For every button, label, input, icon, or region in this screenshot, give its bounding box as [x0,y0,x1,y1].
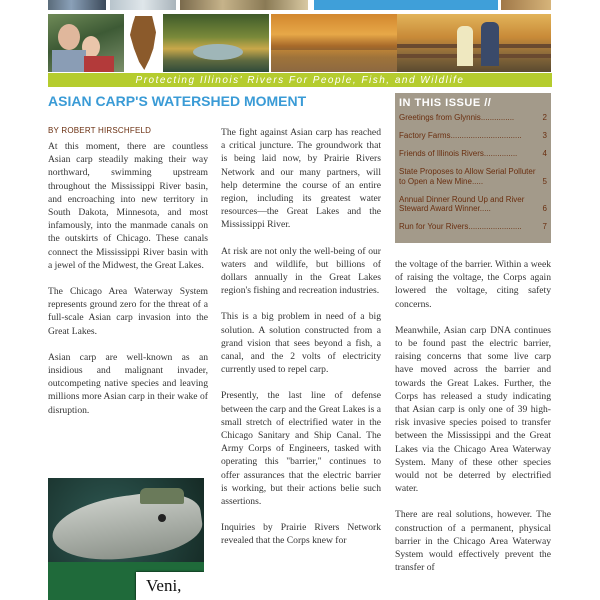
toc-item-greetings[interactable] [399,113,547,123]
article-headline: ASIAN CARP'S WATERSHED MOMENT [48,93,307,109]
toc-item-run-for-rivers[interactable] [399,222,547,232]
toc-leader: ................................ [450,131,522,140]
toc-leader: ..... [479,204,491,213]
toc-leader: ............... [480,113,515,122]
paragraph: At this moment, there are countless Asian carp steadily making their way northward, swimming upstream throughout the Mississippi River basin, and encroaching into new territory in South Dakota, Minnesota, and most infamously, into the manmade canals on the outskirts of Chicago. These canals connect the Mississippi River basin with a jewel of the Midwest, the Great Lakes. [48,141,208,271]
toc-title: Factory Farms [399,131,451,140]
tagline-banner [48,73,552,87]
header-photo-boat [110,0,176,10]
toc-page: 3 [542,131,547,140]
article-byline: BY ROBERT HIRSCHFELD [48,126,152,135]
paragraph: the voltage of the barrier. Within a week of raising the voltage, the Corps again lowered the voltage, citing safety concerns. [395,259,551,310]
article-column-3 [395,258,551,587]
asian-carp-illustration [48,478,204,600]
image-caption: Veni, [146,576,182,595]
toc-title: State Proposes to Allow Serial Polluter to Open a New Mine [399,167,536,186]
toc-leader: ..... [471,176,484,186]
toc-page: 2 [542,113,547,122]
paragraph: Presently, the last line of defense between the carp and the Great Lakes is a small stretch of electrified water in the Chicago Sanitary and Ship Canal. The Army Corps of Engineers, tasked with operating this "barrier," continues to offer assurances that the electric barrier is working, but their actions belie such assertions. [221,390,381,508]
toc-item-factory-farms[interactable] [399,131,547,141]
toc-page: 4 [542,149,547,158]
toc-page: 5 [542,176,547,186]
paragraph: Asian carp are well-known as an insidious and malignant invader, outcompeting native species and leaving millions more Asian carp in their wake of disruption. [48,351,208,416]
article-column-1 [48,140,208,430]
toc-leader: ............... [483,149,518,158]
toc-title: Run for Your Rivers [399,222,469,231]
header-photo-stream [180,0,308,10]
table-of-contents [399,113,547,240]
in-this-issue-box [395,93,551,243]
paragraph: Meanwhile, Asian carp DNA continues to be found past the electric barrier, raising concerns that some live carp have moved across the barrier and towards the Great Lakes. Further, the Corps has released a study indicating that Asian carp is only one of 39 high-risk invasive species poised to transfer between the Mississippi and the Great Lakes via the Chicago Area Waterway System. Many of these other species would not be deterred by electrified water. [395,324,551,495]
toc-page: 6 [542,204,547,213]
sidebar-title: IN THIS ISSUE // [399,97,492,109]
illinois-map-silhouette [125,14,161,72]
toc-title: Annual Dinner Round Up and River Steward Award Winner [399,194,525,213]
header-photo-corner [501,0,551,10]
toc-item-friends[interactable] [399,149,547,159]
toc-title: Friends of Illinois Rivers [399,149,484,158]
photo-father-child-binoculars [48,14,124,72]
paragraph: This is a big problem in need of a big solution. A solution constructed from a grand vision that sees beyond a fish, a canal, and the 2 volts of electricity currently used to repel carp. [221,311,381,376]
header-photo-family [48,0,106,10]
photo-forest-stream [163,14,269,72]
paragraph: The Chicago Area Waterway System represents ground zero for the threat of a full-scale Asian carp invasion into the Great Lakes. [48,286,208,337]
toc-item-annual-dinner[interactable] [399,195,547,214]
toc-title: Greetings from Glynnis [399,113,481,122]
toc-item-serial-polluter[interactable] [399,167,547,186]
paragraph: The fight against Asian carp has reached a critical juncture. The groundwork that is being laid now, by Prairie Rivers Network and our many partners, will help determine the course of an entire region, including its greatest water resources—the Great Lakes and the Mississippi River. [221,127,381,231]
paragraph: Inquiries by Prairie Rivers Network revealed that the Corps knew for [221,522,381,547]
header-logo-bar [314,0,498,10]
toc-leader: ........................ [468,222,522,231]
paragraph: At risk are not only the well-being of our waters and wildlife, but billions of dollars annually in the Great Lakes region's fishing and recreation industries. [221,245,381,297]
tagline-text: Protecting Illinois' Rivers For People, Fish, and Wildlife [135,74,465,86]
photo-autumn-lake [271,14,397,72]
toc-page: 7 [542,222,547,231]
article-column-2 [221,126,381,561]
photo-couple-on-bridge [397,14,551,72]
paragraph: There are real solutions, however. The construction of a permanent, physical barrier in the Chicago Area Waterway System would effectively prevent the transfer of [395,509,551,574]
